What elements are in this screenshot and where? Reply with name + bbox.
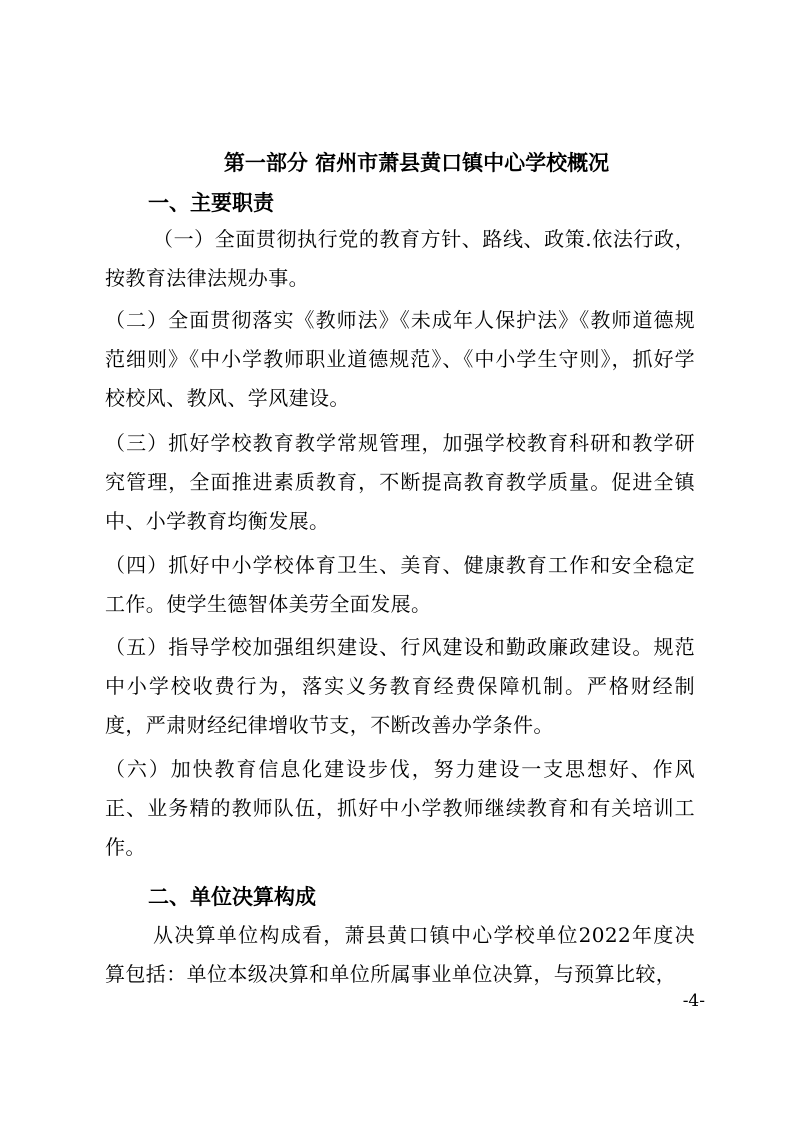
paragraph-composition-1: 从决算单位构成看，萧县黄口镇中心学校单位2022年度决算包括：单位本级决算和单位所属事业单位决算，与预算比较， [105,923,695,986]
section-heading-main-duties: 一、主要职责 [148,191,274,215]
page-title: 第一部分 宿州市萧县黄口镇中心学校概况 [223,151,610,175]
paragraph-duty-4: （四）抓好中小学校体育卫生、美育、健康教育工作和安全稳定工作。使学生德智体美劳全面发展。 [105,553,695,616]
page-number: -4- [682,991,705,1011]
paragraph-duty-5: （五）指导学校加强组织建设、行风建设和勤政廉政建设。规范中小学校收费行为，落实义务教育经费保障机制。严格财经制度，严肃财经纪律增收节支，不断改善办学条件。 [105,635,695,737]
paragraph-duty-3: （三）抓好学校教育教学常规管理，加强学校教育科研和教学研究管理，全面推进素质教育，不断提高教育教学质量。促进全镇中、小学教育均衡发展。 [105,431,695,533]
section-heading-unit-composition: 二、单位决算构成 [148,885,316,909]
paragraph-duty-1: （一）全面贯彻执行党的教育方针、路线、政策.依法行政，按教育法律法规办事。 [105,227,695,290]
paragraph-duty-2: （二）全面贯彻落实《教师法》《未成年人保护法》《教师道德规范细则》《中小学教师职业道德规范》、《中小学生守则》，抓好学校校风、教风、学风建设。 [105,308,695,410]
paragraph-duty-6: （六）加快教育信息化建设步伐，努力建设一支思想好、作风正、业务精的教师队伍，抓好中小学教师继续教育和有关培训工作。 [105,757,695,859]
